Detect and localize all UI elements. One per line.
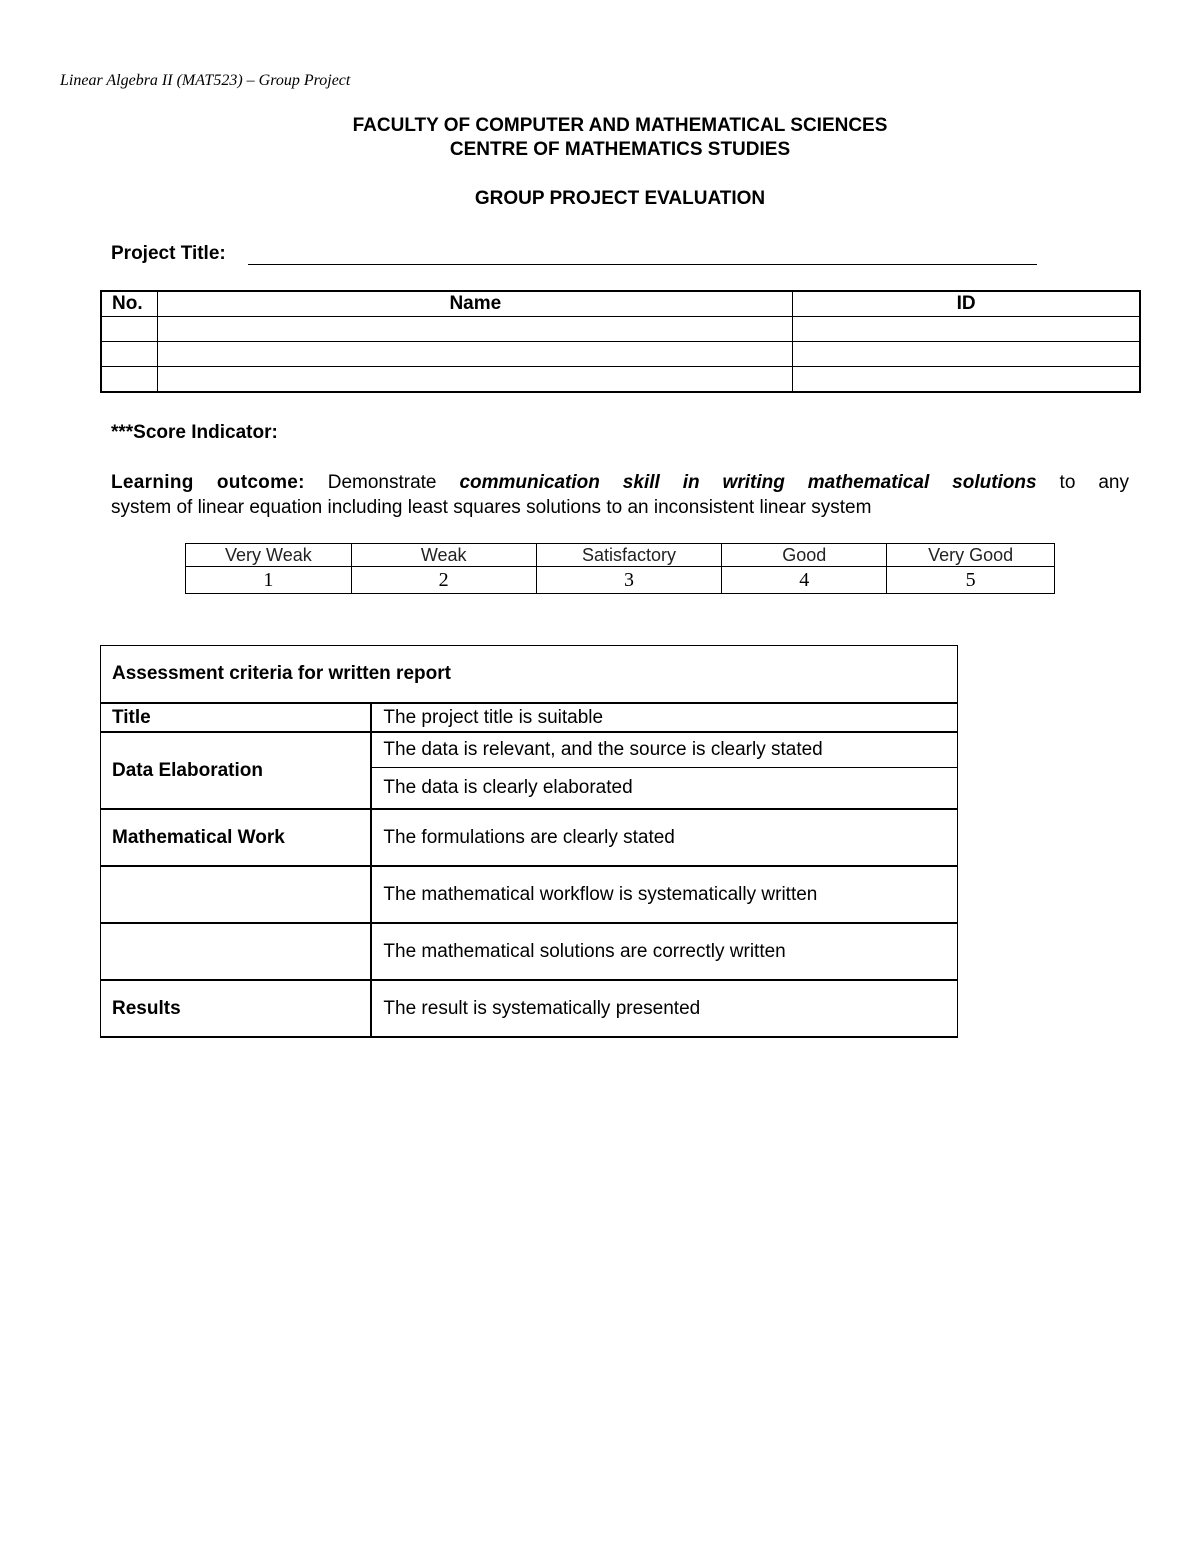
table-row — [101, 317, 1140, 342]
scale-label: Good — [722, 544, 887, 567]
table-row — [101, 703, 958, 732]
member-id-cell[interactable] — [793, 367, 1140, 393]
table-row — [101, 367, 1140, 393]
members-header-row — [101, 291, 1140, 317]
project-title-label: Project Title: — [111, 243, 226, 264]
learning-outcome-text-after-1: to any — [1036, 472, 1129, 493]
member-no-cell[interactable] — [101, 342, 158, 367]
members-header-no: No. — [101, 291, 158, 317]
scale-label: Weak — [351, 544, 536, 567]
learning-outcome-label: Learning outcome: — [111, 472, 305, 493]
scale-label-row — [186, 544, 1055, 567]
learning-outcome-text-before: Demonstrate — [304, 472, 460, 493]
table-row — [101, 342, 1140, 367]
score-scale-table — [185, 543, 1055, 594]
table-row — [101, 980, 958, 1037]
criterion-empty — [101, 866, 372, 923]
criterion-description: The formulations are clearly stated — [371, 809, 957, 866]
learning-outcome-line-1 — [111, 470, 1129, 495]
member-id-cell[interactable] — [793, 342, 1140, 367]
member-no-cell[interactable] — [101, 367, 158, 393]
scale-value: 2 — [351, 567, 536, 594]
table-row — [101, 923, 958, 980]
centre-heading: CENTRE OF MATHEMATICS STUDIES — [449, 139, 791, 160]
scale-label: Very Weak — [186, 544, 352, 567]
criterion-mathematical-work: Mathematical Work — [101, 809, 372, 866]
learning-outcome-line-2: system of linear equation including least squares solutions to an inconsistent linear system — [111, 497, 872, 518]
criterion-description: The mathematical solutions are correctly written — [371, 923, 957, 980]
criterion-results: Results — [101, 980, 372, 1037]
criterion-data-elaboration: Data Elaboration — [101, 732, 372, 809]
criterion-description: The data is clearly elaborated — [371, 768, 957, 810]
scale-value: 3 — [536, 567, 722, 594]
criterion-empty — [101, 923, 372, 980]
evaluation-title: GROUP PROJECT EVALUATION — [474, 188, 766, 209]
scale-value-row — [186, 567, 1055, 594]
table-row — [101, 732, 958, 768]
member-id-cell[interactable] — [793, 317, 1140, 342]
criterion-description: The mathematical workflow is systematically written — [371, 866, 957, 923]
faculty-heading: FACULTY OF COMPUTER AND MATHEMATICAL SCIENCES — [352, 115, 888, 136]
scale-value: 4 — [722, 567, 887, 594]
member-no-cell[interactable] — [101, 317, 158, 342]
scale-label: Very Good — [887, 544, 1055, 567]
criterion-description: The project title is suitable — [371, 703, 957, 732]
criteria-header-row — [101, 646, 958, 704]
members-header-id: ID — [793, 291, 1140, 317]
criteria-header: Assessment criteria for written report — [101, 646, 958, 704]
learning-outcome — [111, 470, 1129, 520]
criterion-description: The result is systematically presented — [371, 980, 957, 1037]
scale-value: 1 — [186, 567, 352, 594]
scale-label: Satisfactory — [536, 544, 722, 567]
project-title-blank-line[interactable] — [248, 264, 1037, 265]
table-row — [101, 866, 958, 923]
score-indicator-label: ***Score Indicator: — [111, 422, 278, 443]
member-name-cell[interactable] — [158, 342, 793, 367]
members-header-name: Name — [158, 291, 793, 317]
assessment-criteria-table — [100, 645, 958, 1038]
members-table — [100, 290, 1141, 393]
course-header-note: Linear Algebra II (MAT523) – Group Project — [60, 72, 351, 89]
criterion-title: Title — [101, 703, 372, 732]
criterion-description: The data is relevant, and the source is clearly stated — [371, 732, 957, 768]
learning-outcome-emphasis: communication skill in writing mathematical solutions — [459, 472, 1037, 493]
member-name-cell[interactable] — [158, 317, 793, 342]
scale-value: 5 — [887, 567, 1055, 594]
table-row — [101, 809, 958, 866]
member-name-cell[interactable] — [158, 367, 793, 393]
